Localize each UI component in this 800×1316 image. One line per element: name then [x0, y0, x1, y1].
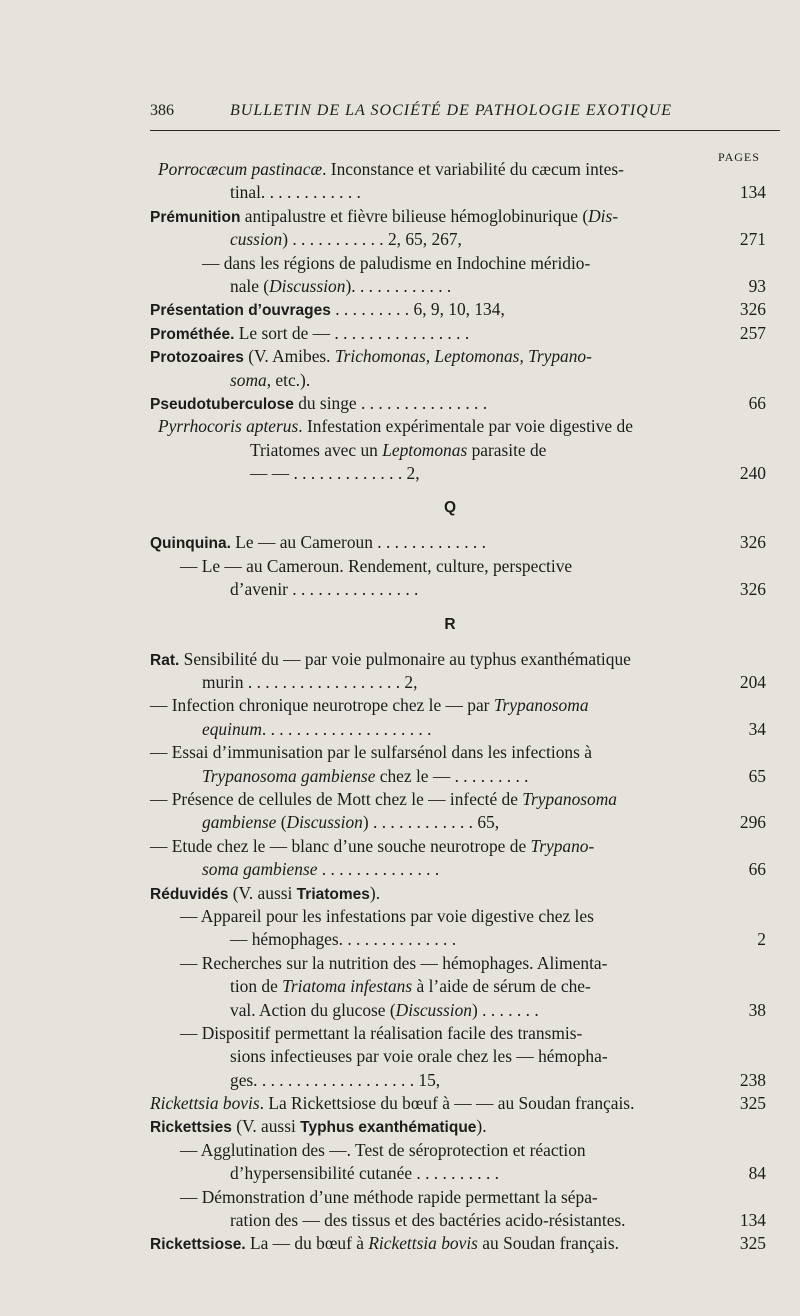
index-line — [150, 205, 780, 228]
page-reference: 84 — [748, 1163, 766, 1184]
index-line — [150, 275, 780, 298]
index-line-text — [202, 858, 439, 881]
index-line-text — [158, 158, 624, 181]
index-line — [150, 952, 780, 975]
index-line — [150, 578, 780, 601]
index-text: au Soudan français. — [477, 1233, 619, 1254]
index-line — [150, 1162, 780, 1185]
index-line-text — [150, 322, 469, 346]
index-line — [150, 181, 780, 204]
index-line — [150, 322, 780, 345]
index-line-text — [150, 205, 618, 229]
index-line-text — [202, 811, 499, 834]
italic-term: Trypano- — [530, 835, 595, 856]
index-text: Le sort de — . . . . . . . . . . . . . . . . — [234, 322, 470, 343]
index-term: Triatomes — [296, 885, 370, 903]
index-line-text — [202, 718, 431, 741]
pages-column-label: PAGES — [718, 150, 760, 164]
index-text: ges. . . . . . . . . . . . . . . . . . . 15, — [230, 1069, 441, 1090]
page-reference: 257 — [739, 322, 766, 343]
index-line — [150, 811, 780, 834]
index-line — [150, 741, 780, 764]
page-reference: 134 — [739, 1210, 766, 1231]
index-line-text — [202, 765, 529, 788]
index-line-text — [150, 741, 592, 764]
index-text: ( — [276, 812, 287, 833]
page-reference: 240 — [739, 463, 766, 484]
running-title: BULLETIN DE LA SOCIÉTÉ DE PATHOLOGIE EXOTIQUE — [230, 102, 673, 119]
index-term: Présentation d’ouvrages — [150, 302, 331, 320]
italic-term: Trichomonas, Leptomonas, Trypano- — [334, 346, 592, 367]
index-line-text — [180, 1186, 598, 1209]
index-line-text — [150, 788, 617, 811]
index-line-text — [202, 252, 590, 275]
index-text: sions infectieuses par voie orale chez les — hémopha- — [230, 1046, 608, 1067]
page-reference: 204 — [739, 672, 766, 693]
index-line — [150, 1045, 780, 1068]
index-text: Triatomes avec un — [250, 439, 383, 460]
italic-term: gambiense — [202, 812, 277, 833]
index-text: murin . . . . . . . . . . . . . . . . . . 2, — [202, 672, 418, 693]
index-line — [150, 1069, 780, 1092]
page-reference: 326 — [739, 532, 766, 553]
index-term: Rickettsies — [150, 1119, 232, 1137]
italic-term: Discussion — [395, 999, 473, 1020]
index-text: — — . . . . . . . . . . . . . 2, — [250, 463, 420, 484]
index-line-text — [180, 905, 594, 928]
index-text: — Etude chez le — blanc d’une souche neurotrope de — [150, 835, 531, 856]
index-line — [150, 671, 780, 694]
index-line — [150, 694, 780, 717]
index-text: . . . . . . . . . . . . . . . . . . . . — [261, 718, 432, 739]
italic-term: Pyrrhocoris apterus — [158, 416, 299, 437]
index-line-text — [150, 345, 592, 369]
index-entries — [150, 158, 780, 1256]
index-term: Pseudotuberculose — [150, 395, 294, 413]
index-text: nale ( — [230, 275, 270, 296]
index-line-text — [180, 952, 607, 975]
index-text: ). . . . . . . . . . . . — [345, 275, 452, 296]
index-line-text — [150, 648, 631, 672]
index-line-text — [230, 578, 418, 601]
index-line — [150, 369, 780, 392]
section-letter: R — [444, 615, 456, 633]
italic-term: Triatoma infestans — [282, 976, 413, 997]
page-reference: 238 — [739, 1069, 766, 1090]
index-term: Rat. — [150, 651, 180, 669]
page-reference: 2 — [757, 929, 766, 950]
italic-term: Trypanosoma gambiense — [202, 765, 376, 786]
italic-term: Trypanosoma — [493, 695, 589, 716]
index-line — [150, 531, 780, 554]
index-line-text — [230, 181, 361, 204]
index-text: — Agglutination des —. Test de séroprotection et réaction — [180, 1139, 586, 1160]
index-text: d’avenir . . . . . . . . . . . . . . . — [230, 579, 419, 600]
index-line-text — [230, 1069, 440, 1092]
index-line — [150, 1139, 780, 1162]
index-line — [150, 158, 780, 181]
index-text: — Présence de cellules de Mott chez le — infecté de — [150, 788, 523, 809]
index-line-text — [150, 1232, 619, 1256]
italic-term: Trypanosoma — [522, 788, 617, 809]
italic-term: soma — [230, 369, 267, 390]
index-line — [150, 298, 780, 321]
italic-term: soma gambiense — [202, 859, 318, 880]
index-line-text — [150, 1092, 634, 1115]
index-line — [150, 555, 780, 578]
page-reference: 296 — [739, 812, 766, 833]
page-reference: 325 — [739, 1233, 766, 1254]
section-letter-heading — [150, 485, 780, 531]
index-text: Le — au Cameroun . . . . . . . . . . . . . — [230, 532, 486, 553]
index-line — [150, 765, 780, 788]
page-reference: 326 — [739, 299, 766, 320]
index-text: ). — [369, 882, 381, 903]
index-line-text — [150, 694, 589, 717]
header-rule — [150, 130, 780, 131]
index-line — [150, 1232, 780, 1255]
index-line-text — [230, 975, 591, 998]
index-text: parasite de — [467, 439, 547, 460]
index-line-text — [150, 1115, 487, 1139]
page-reference: 271 — [739, 229, 766, 250]
index-text: . Infestation expérimentale par voie digestive de — [298, 416, 633, 437]
index-term: Quinquina. — [150, 535, 231, 553]
page-reference: 66 — [748, 859, 766, 880]
index-line-text — [230, 275, 451, 298]
index-line-text — [180, 555, 572, 578]
index-text: val. Action du glucose ( — [230, 999, 396, 1020]
index-text: (V. aussi — [228, 882, 297, 903]
index-text: (V. Amibes. — [243, 346, 335, 367]
index-line — [150, 1022, 780, 1045]
index-text: ) . . . . . . . . . . . 2, 65, 267, — [282, 229, 462, 250]
index-text: à l’aide de sérum de che- — [412, 976, 591, 997]
index-line — [150, 228, 780, 251]
page-reference: 65 — [748, 765, 766, 786]
page-reference: 134 — [739, 182, 766, 203]
index-text: Sensibilité du — par voie pulmonaire au typhus exanthématique — [179, 648, 631, 669]
index-line-text — [230, 928, 456, 951]
index-text: — Le — au Cameroun. Rendement, culture, perspective — [180, 555, 573, 576]
index-text: antipalustre et fièvre bilieuse hémoglobinurique ( — [240, 205, 589, 226]
index-line — [150, 252, 780, 275]
index-line-text — [230, 369, 310, 392]
section-letter: Q — [443, 499, 457, 517]
index-term: Typhus exanthématique — [300, 1119, 477, 1137]
index-line — [150, 718, 780, 741]
page-reference: 66 — [748, 392, 766, 413]
index-text: . La Rickettsiose du bœuf à — — au Soudan français. — [259, 1093, 635, 1114]
index-line-text — [250, 462, 420, 485]
index-text: — Démonstration d’une méthode rapide permettant la sépa- — [180, 1186, 598, 1207]
index-text: . . . . . . . . . 6, 9, 10, 134, — [330, 299, 505, 320]
index-text: — Essai d’immunisation par le sulfarsénol dans les infections à — [150, 742, 592, 763]
italic-term: cussion — [230, 229, 283, 250]
index-text: ration des — des tissus et des bactéries acido-résistantes. — [230, 1210, 626, 1231]
index-line — [150, 999, 780, 1022]
index-line — [150, 439, 780, 462]
index-text: — Appareil pour les infestations par voie digestive chez les — [180, 905, 594, 926]
index-text: chez le — . . . . . . . . . — [375, 765, 529, 786]
index-line-text — [250, 439, 546, 462]
index-line-text — [150, 835, 594, 858]
index-text: . Inconstance et variabilité du cæcum intes- — [322, 159, 624, 179]
index-line-text — [230, 1162, 499, 1185]
italic-term: Discussion — [269, 275, 346, 296]
section-letter-heading — [150, 602, 780, 648]
page-reference: 34 — [748, 718, 766, 739]
index-line — [150, 415, 780, 438]
index-line-text — [230, 228, 462, 251]
index-text: ) . . . . . . . . . . . . 65, — [362, 812, 500, 833]
italic-term: equinum — [202, 718, 262, 739]
index-line-text — [230, 1209, 626, 1232]
italic-term: Leptomonas — [382, 439, 468, 460]
index-line — [150, 928, 780, 951]
index-text: — dans les régions de paludisme en Indochine méridio- — [202, 252, 591, 273]
index-term: Réduvidés — [150, 885, 229, 903]
index-line — [150, 835, 780, 858]
index-text: d’hypersensibilité cutanée . . . . . . . . . . — [230, 1163, 500, 1184]
index-term: Rickettsiose. — [150, 1236, 246, 1254]
index-term: Prométhée. — [150, 325, 235, 343]
index-line-text — [230, 999, 539, 1022]
index-text: — Dispositif permettant la réalisation facile des transmis- — [180, 1022, 583, 1043]
italic-term: Rickettsia bovis — [150, 1093, 260, 1114]
index-line-text — [158, 415, 633, 438]
index-text: tinal. . . . . . . . . . . . — [230, 182, 361, 203]
index-text: du singe . . . . . . . . . . . . . . . — [293, 392, 488, 413]
page-reference: 325 — [739, 1093, 766, 1114]
index-term: Prémunition — [150, 208, 241, 226]
index-text: — Recherches sur la nutrition des — hémophages. Alimenta- — [180, 952, 608, 973]
italic-term: Discussion — [286, 812, 363, 833]
page-reference: 38 — [748, 999, 766, 1020]
index-text: ). — [476, 1116, 487, 1137]
index-line — [150, 1092, 780, 1115]
page-reference: 326 — [739, 579, 766, 600]
page-reference: 93 — [748, 275, 766, 296]
index-line — [150, 345, 780, 368]
italic-term: Dis- — [588, 205, 619, 226]
italic-term: Porrocæcum pastinacæ — [158, 159, 323, 179]
index-text: , etc.). — [266, 369, 311, 390]
index-line — [150, 858, 780, 881]
index-line-text — [150, 298, 505, 322]
index-line-text — [230, 1045, 608, 1068]
index-line — [150, 1186, 780, 1209]
index-line-text — [202, 671, 417, 694]
index-line — [150, 1115, 780, 1138]
index-line — [150, 905, 780, 928]
index-line — [150, 788, 780, 811]
italic-term: Rickettsia bovis — [368, 1233, 478, 1254]
index-line-text — [150, 392, 487, 416]
index-line-text — [150, 531, 486, 555]
index-text: ) . . . . . . . — [472, 999, 539, 1020]
index-line — [150, 462, 780, 485]
index-line — [150, 882, 780, 905]
index-line — [150, 392, 780, 415]
index-text: . . . . . . . . . . . . . . — [317, 859, 440, 880]
index-text: tion de — [230, 976, 283, 997]
page-number: 386 — [150, 102, 174, 119]
index-line-text — [180, 1139, 586, 1162]
index-line — [150, 975, 780, 998]
index-text: — hémophages. . . . . . . . . . . . . . — [230, 929, 457, 950]
index-line-text — [180, 1022, 582, 1045]
index-term: Protozoaires — [150, 349, 244, 367]
index-text: (V. aussi — [231, 1116, 301, 1137]
index-line — [150, 648, 780, 671]
index-text: La — du bœuf à — [245, 1233, 369, 1254]
index-line — [150, 1209, 780, 1232]
index-line-text — [150, 882, 380, 906]
index-text: — Infection chronique neurotrope chez le — par — [150, 695, 494, 716]
